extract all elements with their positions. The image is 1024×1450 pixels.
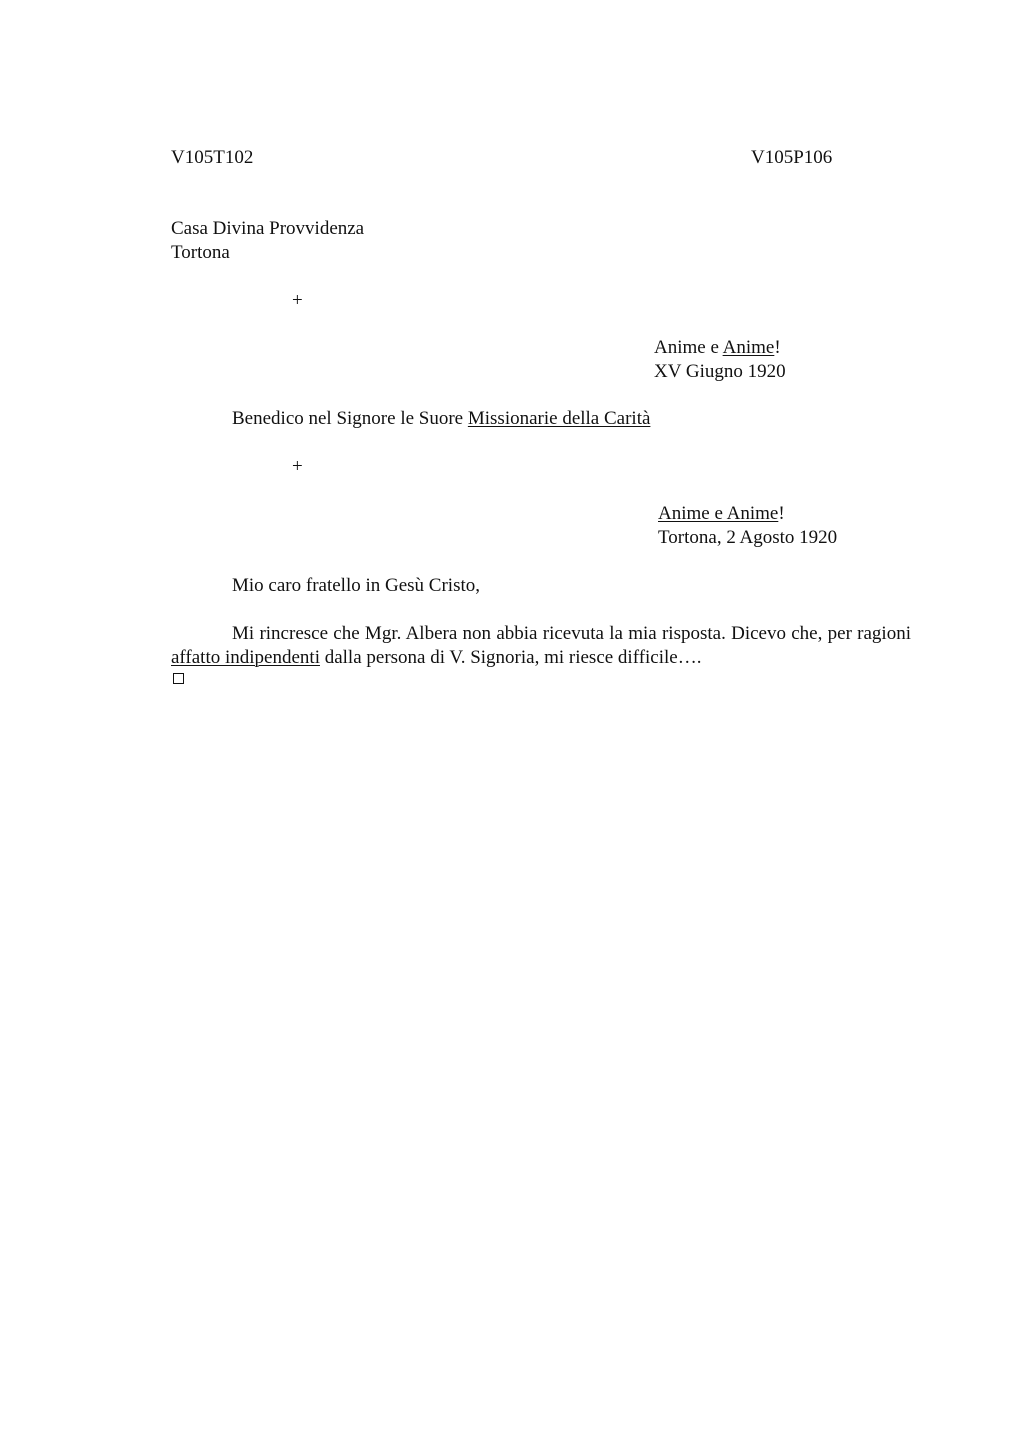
motto-text: Anime e	[654, 337, 723, 358]
blessing-underlined-text: Missionarie della Carità	[467, 408, 651, 429]
motto-underlined-text: Anime e Anime	[658, 503, 779, 524]
document-code-left: V105T102	[171, 147, 254, 168]
letter-body-paragraph	[171, 622, 911, 670]
cross-symbol: +	[292, 290, 303, 311]
blessing-text: Benedico nel Signore le Suore	[232, 408, 468, 429]
letter-date: XV Giugno 1920	[654, 361, 786, 382]
sender-line-institution: Casa Divina Provvidenza	[171, 218, 365, 239]
motto-underlined-text: Anime	[722, 337, 775, 358]
paragraph-text-end: dalla persona di V. Signoria, mi riesce difficile….	[319, 647, 702, 668]
motto-exclamation: !	[778, 503, 785, 524]
sender-line-city: Tortona	[171, 242, 230, 263]
document-code-right: V105P106	[751, 147, 833, 168]
motto-date-block	[654, 336, 786, 384]
cross-symbol: +	[292, 456, 303, 477]
letter-salutation: Mio caro fratello in Gesù Cristo,	[232, 575, 481, 596]
motto-exclamation: !	[774, 337, 781, 358]
motto-date-block	[658, 502, 837, 550]
end-of-text-box-symbol	[173, 673, 184, 684]
blessing-line	[232, 407, 650, 431]
letter-date: Tortona, 2 Agosto 1920	[658, 527, 838, 548]
paragraph-underlined-text: affatto indipendenti	[171, 647, 320, 668]
motto-line	[654, 336, 786, 360]
motto-line	[658, 502, 837, 526]
sender-address	[171, 217, 364, 265]
paragraph-text: Mi rincresce che Mgr. Albera non abbia ricevuta la mia risposta. Dicevo che, per ragioni	[232, 623, 911, 644]
